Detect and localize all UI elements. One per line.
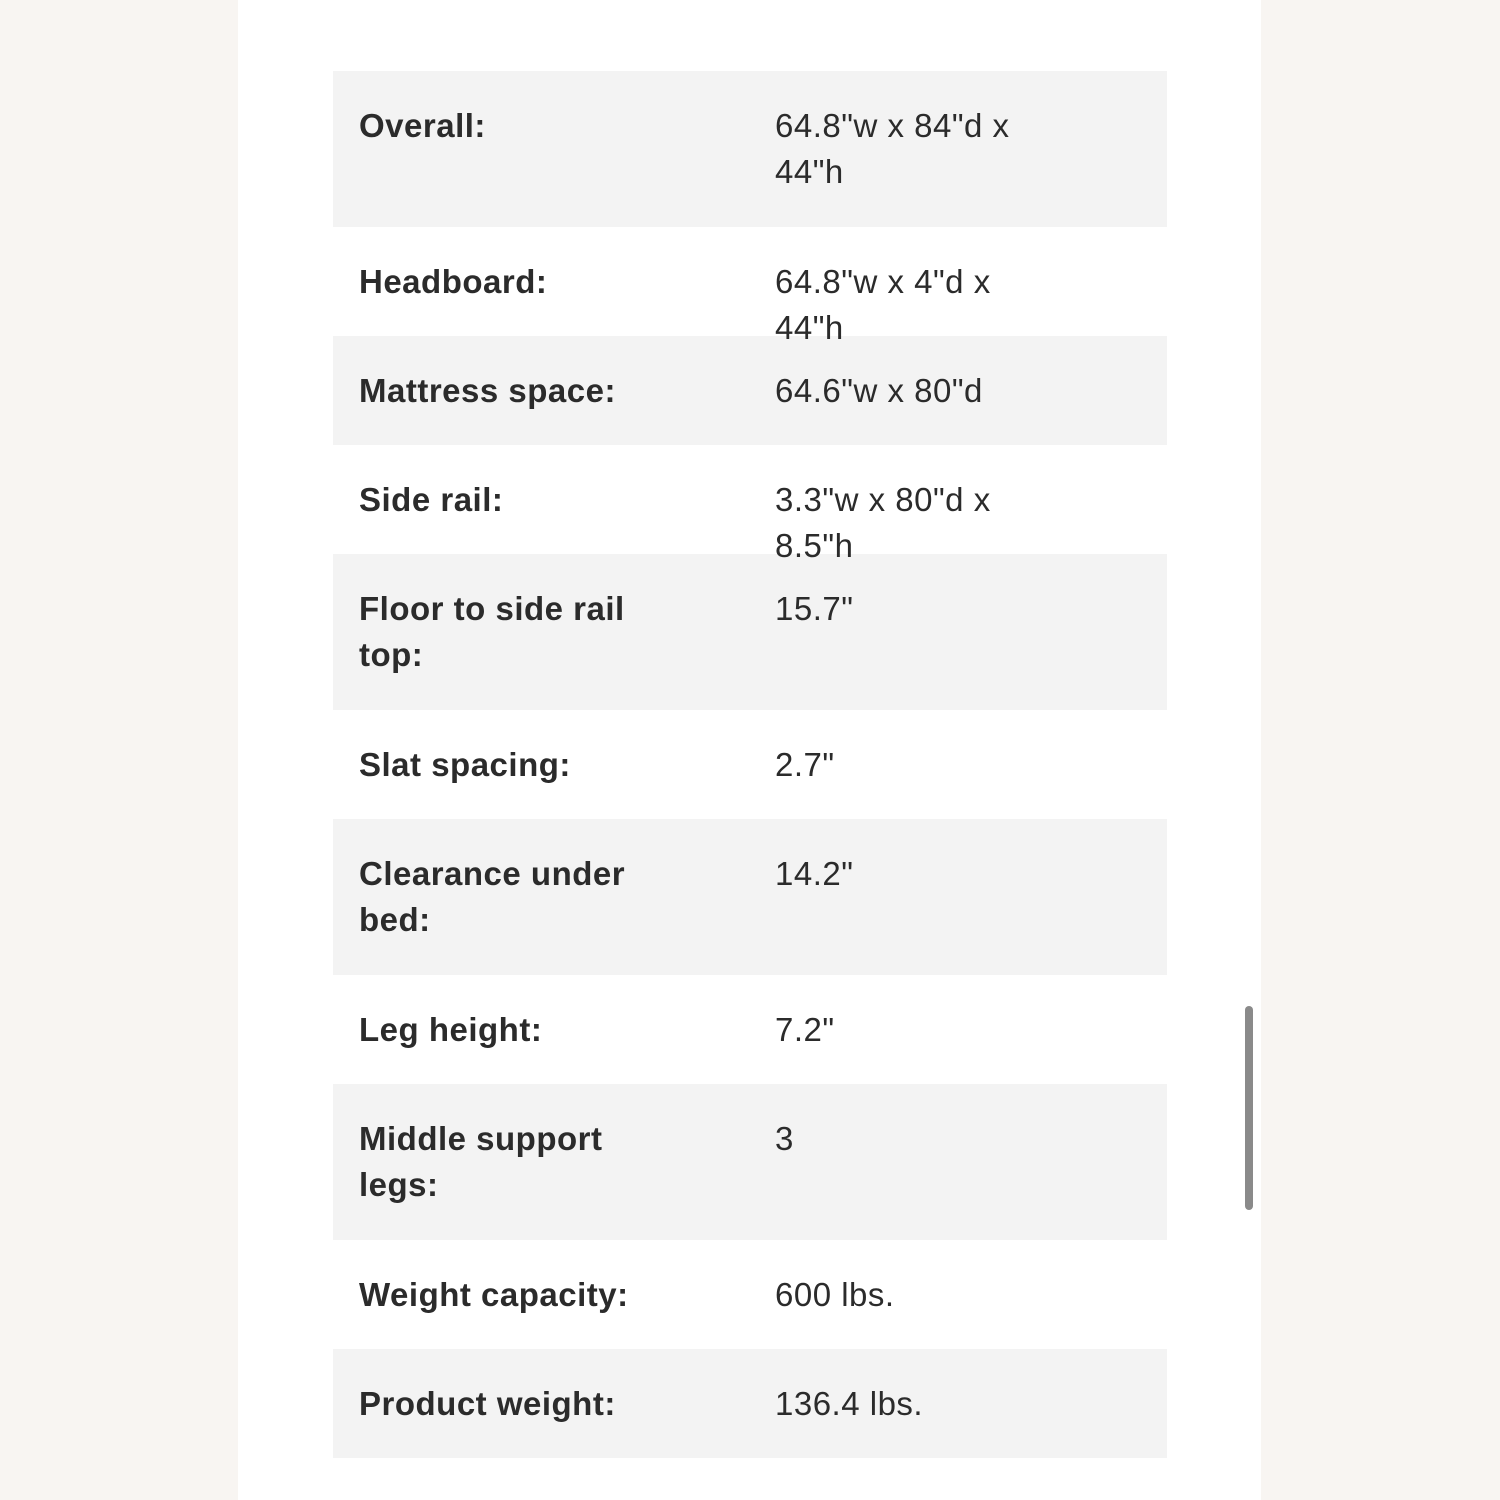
spec-value: 3 <box>775 1120 794 1157</box>
scrollbar-thumb[interactable] <box>1245 1006 1253 1210</box>
spec-row-leg-height <box>333 975 1167 1084</box>
spec-label: Weight capacity: <box>359 1276 629 1313</box>
spec-label: Clearance under bed: <box>359 855 626 938</box>
spec-label: Mattress space: <box>359 372 616 409</box>
spec-value: 15.7" <box>775 590 854 627</box>
spec-value: 136.4 lbs. <box>775 1385 924 1422</box>
spec-value: 600 lbs. <box>775 1276 895 1313</box>
spec-row-side-rail <box>333 445 1167 564</box>
spec-label: Headboard: <box>359 263 548 300</box>
spec-row-overall <box>333 71 1167 227</box>
spec-label: Leg height: <box>359 1011 543 1048</box>
spec-row-product-weight <box>333 1349 1167 1458</box>
spec-value: 64.8"w x 4"d x 44"h <box>775 263 991 346</box>
product-details-card <box>238 0 1261 1500</box>
spec-value: 7.2" <box>775 1011 835 1048</box>
spec-value: 64.8"w x 84"d x 44"h <box>775 107 1010 190</box>
spec-row-clearance-under-bed <box>333 819 1167 975</box>
spec-row-slat-spacing <box>333 710 1167 819</box>
spec-row-headboard <box>333 227 1167 346</box>
spec-label: Floor to side rail top: <box>359 590 625 673</box>
spec-value: 3.3"w x 80"d x 8.5"h <box>775 481 991 564</box>
spec-row-weight-capacity <box>333 1240 1167 1349</box>
spec-label: Product weight: <box>359 1385 616 1422</box>
spec-value: 14.2" <box>775 855 854 892</box>
spec-row-middle-support-legs <box>333 1084 1167 1240</box>
spec-row-floor-to-side-rail-top <box>333 554 1167 710</box>
spec-label: Side rail: <box>359 481 504 518</box>
dimensions-table <box>333 71 1167 1458</box>
spec-label: Slat spacing: <box>359 746 571 783</box>
spec-value: 2.7" <box>775 746 835 783</box>
spec-label: Overall: <box>359 107 486 144</box>
spec-value: 64.6"w x 80"d <box>775 372 983 409</box>
spec-row-mattress-space <box>333 336 1167 445</box>
spec-label: Middle support legs: <box>359 1120 603 1203</box>
